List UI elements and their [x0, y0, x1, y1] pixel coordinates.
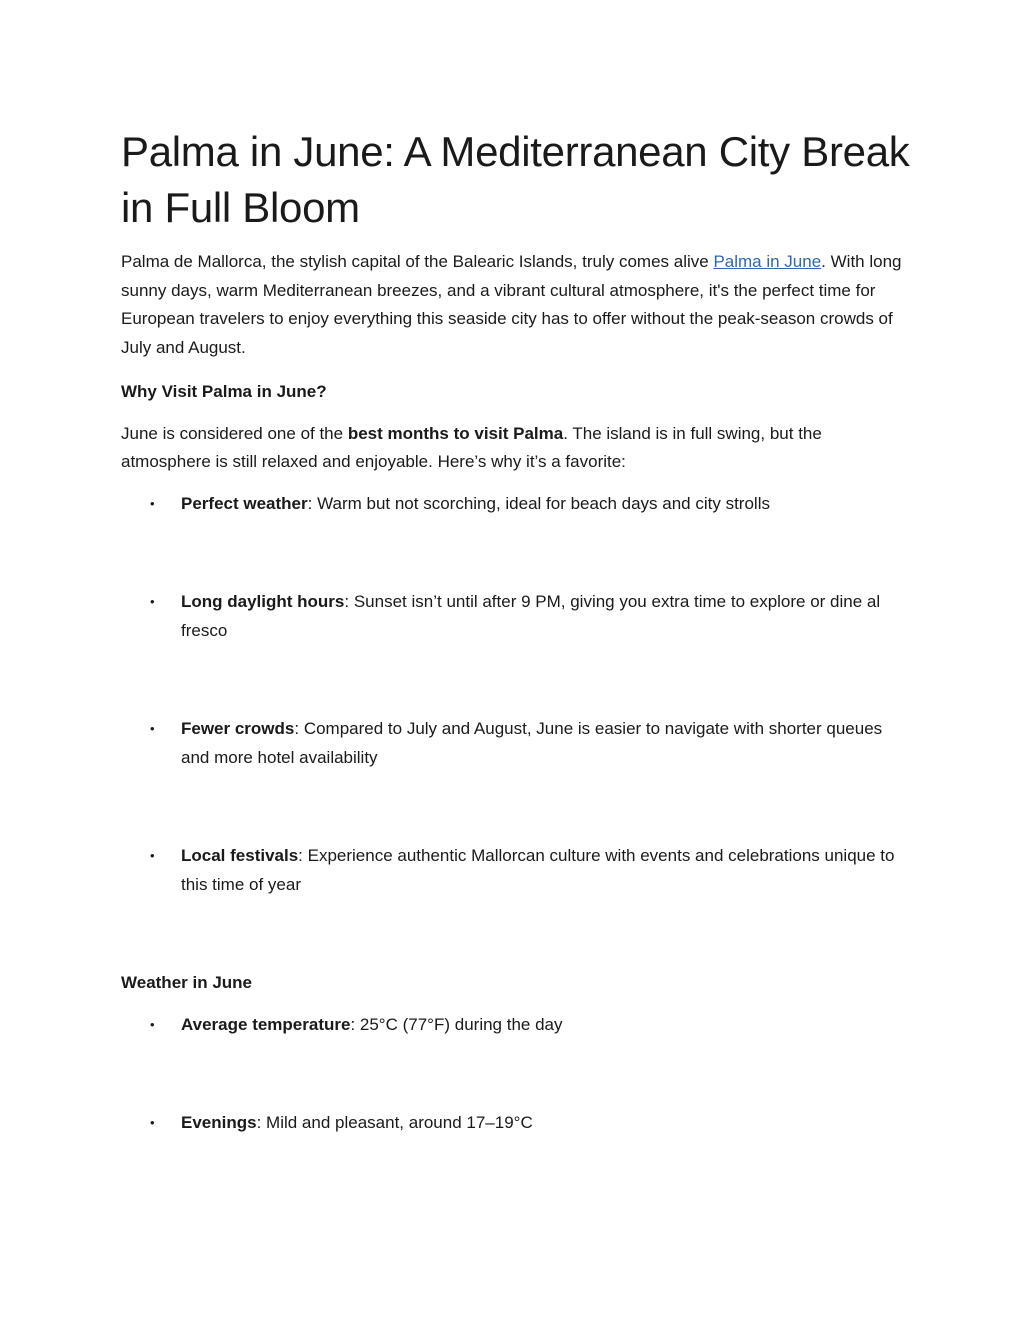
why-visit-heading: Why Visit Palma in June?	[121, 382, 327, 401]
bullet-icon: •	[150, 721, 155, 736]
list-item	[121, 1011, 911, 1040]
weather-heading: Weather in June	[121, 973, 252, 992]
list-item	[121, 588, 911, 645]
list-item	[121, 842, 911, 899]
bullet-icon: •	[150, 1016, 155, 1032]
why-visit-list	[121, 490, 911, 900]
why-visit-paragraph	[121, 420, 911, 477]
document-page	[121, 124, 911, 1138]
intro-text-end: . With long sunny days, warm Mediterranean breezes, and a vibrant cultural atmosphere, it's the perfect time for European travelers to enjoy everything this seaside city has to offer without the peak-season crowds of July and August.	[121, 252, 902, 357]
why-paragraph-bold: best months to visit Palma	[347, 423, 564, 443]
list-item	[121, 715, 911, 772]
bullet-icon: •	[150, 594, 155, 609]
list-item-text: : Mild and pleasant, around 17–19°C	[256, 1113, 533, 1132]
why-paragraph-start: June is considered one of the	[121, 423, 348, 443]
list-item-term: Evenings	[181, 1113, 257, 1132]
page-title: Palma in June: A Mediterranean City Break in Full Bloom	[121, 128, 910, 231]
why-paragraph-end: . The island is in full swing, but the atmosphere is still relaxed and enjoyable. Here’s why it’s a favorite:	[121, 423, 822, 471]
bullet-icon: •	[150, 495, 155, 511]
intro-paragraph	[121, 248, 911, 362]
list-item-term: Fewer crowds	[181, 719, 295, 738]
list-item	[121, 490, 911, 519]
list-item-term: Long daylight hours	[181, 592, 345, 611]
list-item-text: : 25°C (77°F) during the day	[350, 1014, 563, 1034]
palma-in-june-link[interactable]: Palma in June	[713, 252, 822, 271]
list-item-text: : Experience authentic Mallorcan culture with events and celebrations unique to this time of year	[181, 846, 895, 894]
list-item-text: : Compared to July and August, June is easier to navigate with shorter queues and more hotel availability	[181, 719, 883, 767]
list-item-term: Average temperature	[181, 1014, 351, 1034]
bullet-icon: •	[150, 848, 155, 863]
list-item-term: Perfect weather	[181, 493, 308, 513]
list-item-text: : Sunset isn’t until after 9 PM, giving you extra time to explore or dine al fresco	[181, 592, 881, 640]
weather-list	[121, 1011, 911, 1138]
bullet-icon: •	[150, 1115, 155, 1130]
list-item-text: : Warm but not scorching, ideal for beach days and city strolls	[307, 493, 770, 513]
list-item	[121, 1109, 911, 1138]
list-item-term: Local festivals	[181, 846, 299, 865]
intro-text-start: Palma de Mallorca, the stylish capital of the Balearic Islands, truly comes alive	[121, 252, 714, 271]
